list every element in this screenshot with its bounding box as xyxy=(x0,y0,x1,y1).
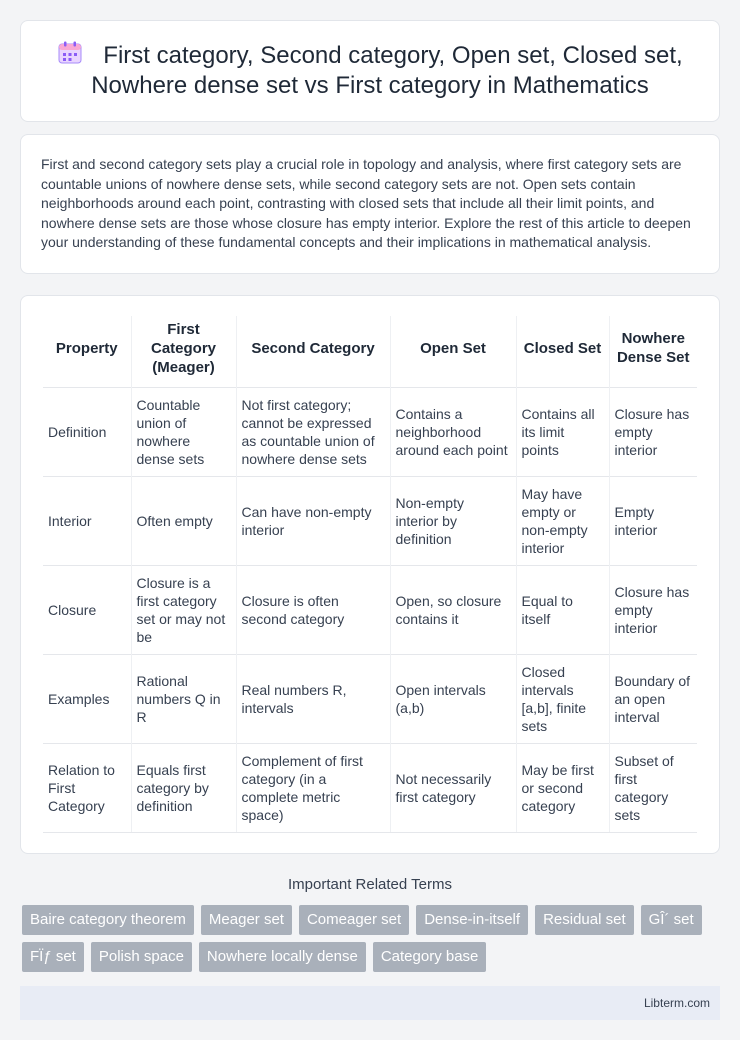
header-cell: Property xyxy=(43,316,131,388)
table-cell: Examples xyxy=(43,654,131,743)
table-cell: Can have non-empty interior xyxy=(236,476,390,565)
related-term-tag[interactable]: Residual set xyxy=(535,905,634,935)
related-term-tag[interactable]: Category base xyxy=(373,942,487,972)
table-cell: Relation to First Category xyxy=(43,743,131,832)
table-row xyxy=(43,387,697,476)
calendar-icon xyxy=(57,41,83,65)
table-cell: Closure has empty interior xyxy=(609,387,697,476)
header-cell: Nowhere Dense Set xyxy=(616,330,690,366)
related-term-tag[interactable]: Baire category theorem xyxy=(22,905,194,935)
table-cell: May be first or second category xyxy=(516,743,609,832)
related-terms-list xyxy=(22,905,718,972)
table-cell: Closure xyxy=(43,565,131,654)
table-cell: Not necessarily first category xyxy=(390,743,516,832)
table-cell: Complement of first category (in a complete metric space) xyxy=(236,743,390,832)
footer xyxy=(20,986,720,1020)
table-cell: Empty interior xyxy=(609,476,697,565)
table-row xyxy=(43,654,697,743)
related-term-tag[interactable]: Dense-in-itself xyxy=(416,905,528,935)
table-cell: Closed intervals [a,b], finite sets xyxy=(516,654,609,743)
table-row xyxy=(43,743,697,832)
header-cell: First Category (Meager) xyxy=(131,316,236,388)
table-cell: Subset of first category sets xyxy=(609,743,697,832)
title-text: First category, Second category, Open set, Closed set, Nowhere dense set vs First category in Mathematics xyxy=(91,42,683,99)
table-cell: Equal to itself xyxy=(516,565,609,654)
header-cell: Closed Set xyxy=(516,316,609,388)
table-cell: Closure is often second category xyxy=(236,565,390,654)
related-terms-title: Important Related Terms xyxy=(288,875,452,893)
related-term-tag[interactable]: Nowhere locally dense xyxy=(199,942,366,972)
intro-text: First and second category sets play a crucial role in topology and analysis, where first category sets are countable unions of nowhere dense sets, while second category sets are not. Open sets contain neighborhoods around each point, contrasting with closed sets that include all their limit points, and nowhere dense sets are those whose closure has empty interior. Explore the rest of this article to deepen your understanding of these fundamental concepts and their implications in mathematical analysis. xyxy=(41,156,691,250)
table-cell: Open intervals (a,b) xyxy=(390,654,516,743)
related-term-tag[interactable]: Meager set xyxy=(201,905,292,935)
table-cell: Open, so closure contains it xyxy=(390,565,516,654)
table-cell: Closure has empty interior xyxy=(609,565,697,654)
footer-site-link[interactable]: Libterm.com xyxy=(643,995,710,1010)
table-cell: Countable union of nowhere dense sets xyxy=(131,387,236,476)
table-cell: Interior xyxy=(43,476,131,565)
intro-card xyxy=(20,134,720,274)
comparison-table xyxy=(43,316,697,833)
table-row xyxy=(43,476,697,565)
related-term-tag[interactable]: Comeager set xyxy=(299,905,409,935)
table-cell: Equals first category by definition xyxy=(131,743,236,832)
header-cell: Second Category xyxy=(236,316,390,388)
page-title xyxy=(41,41,699,101)
table-cell: Definition xyxy=(43,387,131,476)
table-row xyxy=(43,565,697,654)
table-cell: May have empty or non-empty interior xyxy=(516,476,609,565)
table-cell: Boundary of an open interval xyxy=(609,654,697,743)
table-cell: Not first category; cannot be expressed as countable union of nowhere dense sets xyxy=(236,387,390,476)
related-term-tag[interactable]: Polish space xyxy=(91,942,192,972)
table-cell: Contains all its limit points xyxy=(516,387,609,476)
table-cell: Often empty xyxy=(131,476,236,565)
comparison-table-card xyxy=(20,295,720,854)
table-cell: Non-empty interior by definition xyxy=(390,476,516,565)
table-cell: Closure is a first category set or may not be xyxy=(131,565,236,654)
table-cell: Contains a neighborhood around each point xyxy=(390,387,516,476)
table-header-row xyxy=(43,316,697,388)
header-cell: Open Set xyxy=(390,316,516,388)
related-term-tag[interactable]: FÏƒ set xyxy=(22,942,84,972)
table-cell: Rational numbers Q in R xyxy=(131,654,236,743)
related-term-tag[interactable]: GÎ´ set xyxy=(641,905,702,935)
header-card xyxy=(20,20,720,122)
table-cell: Real numbers R, intervals xyxy=(236,654,390,743)
